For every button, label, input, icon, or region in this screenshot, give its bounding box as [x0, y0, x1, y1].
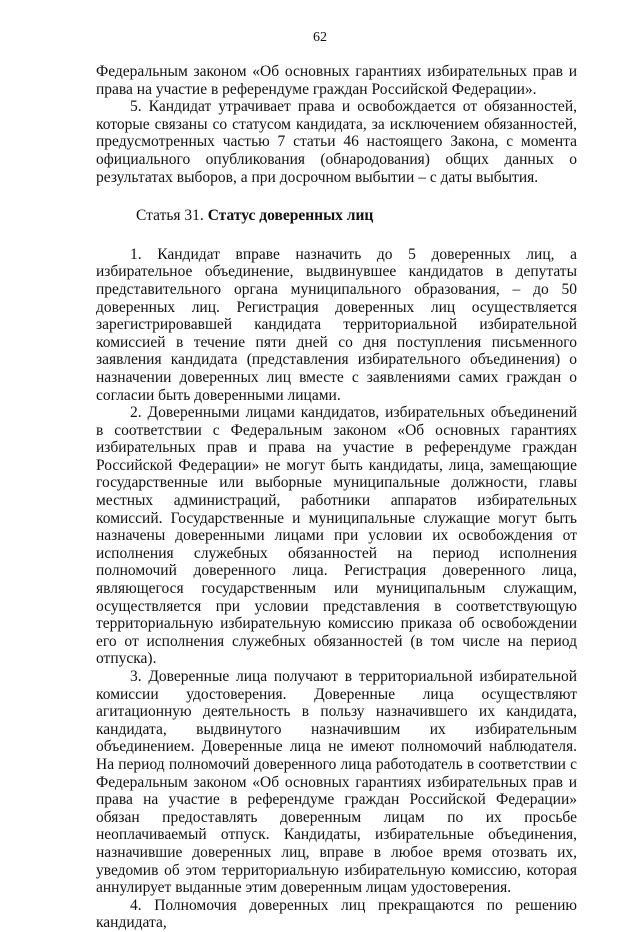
article-heading [136, 207, 577, 225]
paragraph-continuation: Федеральным законом «Об основных гарантиях избирательных прав и права на участие в референдуме граждан Российской Федерации». [96, 63, 577, 98]
page-number: 62 [313, 30, 327, 45]
paragraph-item-3: 3. Доверенные лица получают в территориальной избирательной комиссии удостоверения. Доверенные лица осуществляют агитационную деятельность в пользу назначившего их кандидата, кандидата, выдвинутого назначившим их избирательным объединением. Доверенные лица не имеют полномочий наблюдателя. На период полномочий доверенного лица работодатель в соответствии с Федеральным законом «Об основных гарантиях избирательных прав и права на участие в референдуме граждан Российской Федерации» обязан предоставлять доверенным лицам по их просьбе неоплачиваемый отпуск. Кандидаты, избирательные объединения, назначившие доверенных лиц, вправе в любое время отозвать их, уведомив об этом территориальную избирательную комиссию, которая аннулирует выданные этим доверенным лицам удостоверения. [96, 668, 577, 897]
article-number: Статья 31. [136, 207, 208, 225]
paragraph-item-2: 2. Доверенными лицами кандидатов, избирательных объединений в соответствии с Федеральным законом «Об основных гарантиях избирательных прав и права на участие в референдуме граждан Российской Федерации» не могут быть кандидаты, лица, замещающие государственные или выборные муниципальные должности, главы местных администраций, работники аппаратов избирательных комиссий. Государственные и муниципальные служащие могут быть назначены доверенными лицами при условии их освобождения от исполнения служебных обязанностей на период исполнения полномочий доверенного лица. Регистрация доверенного лица, являющегося государственным или муниципальным служащим, осуществляется при условии представления в соответствующую территориальную избирательную комиссию приказа об освобождении его от исполнения служебных обязанностей (в том числе на период отпуска). [96, 404, 577, 668]
article-title: Статус доверенных лиц [207, 207, 374, 225]
document-body [96, 63, 577, 932]
paragraph-item-4: 4. Полномочия доверенных лиц прекращаются по решению кандидата, [96, 896, 577, 932]
paragraph-item-5: 5. Кандидат утрачивает права и освобождается от обязанностей, которые связаны со статусом кандидата, за исключением обязанностей, предусмотренных частью 7 статьи 46 настоящего Закона, с момента официального опубликования (обнародования) общих данных о результатах выборов, а при досрочном выбытии – с даты выбытия. [96, 98, 577, 186]
paragraph-item-1: 1. Кандидат вправе назначить до 5 доверенных лиц, а избирательное объединение, выдвинувшее кандидатов в депутаты представительного органа муниципального образования, – до 50 доверенных лиц. Регистрация доверенных лиц осуществляется зарегистрировавшей кандидата территориальной избирательной комиссией в течение пяти дней со дня поступления письменного заявления кандидата (представления избирательного объединения) о назначении доверенных лиц вместе с заявлениями самих граждан о согласии быть доверенными лицами. [96, 245, 577, 404]
